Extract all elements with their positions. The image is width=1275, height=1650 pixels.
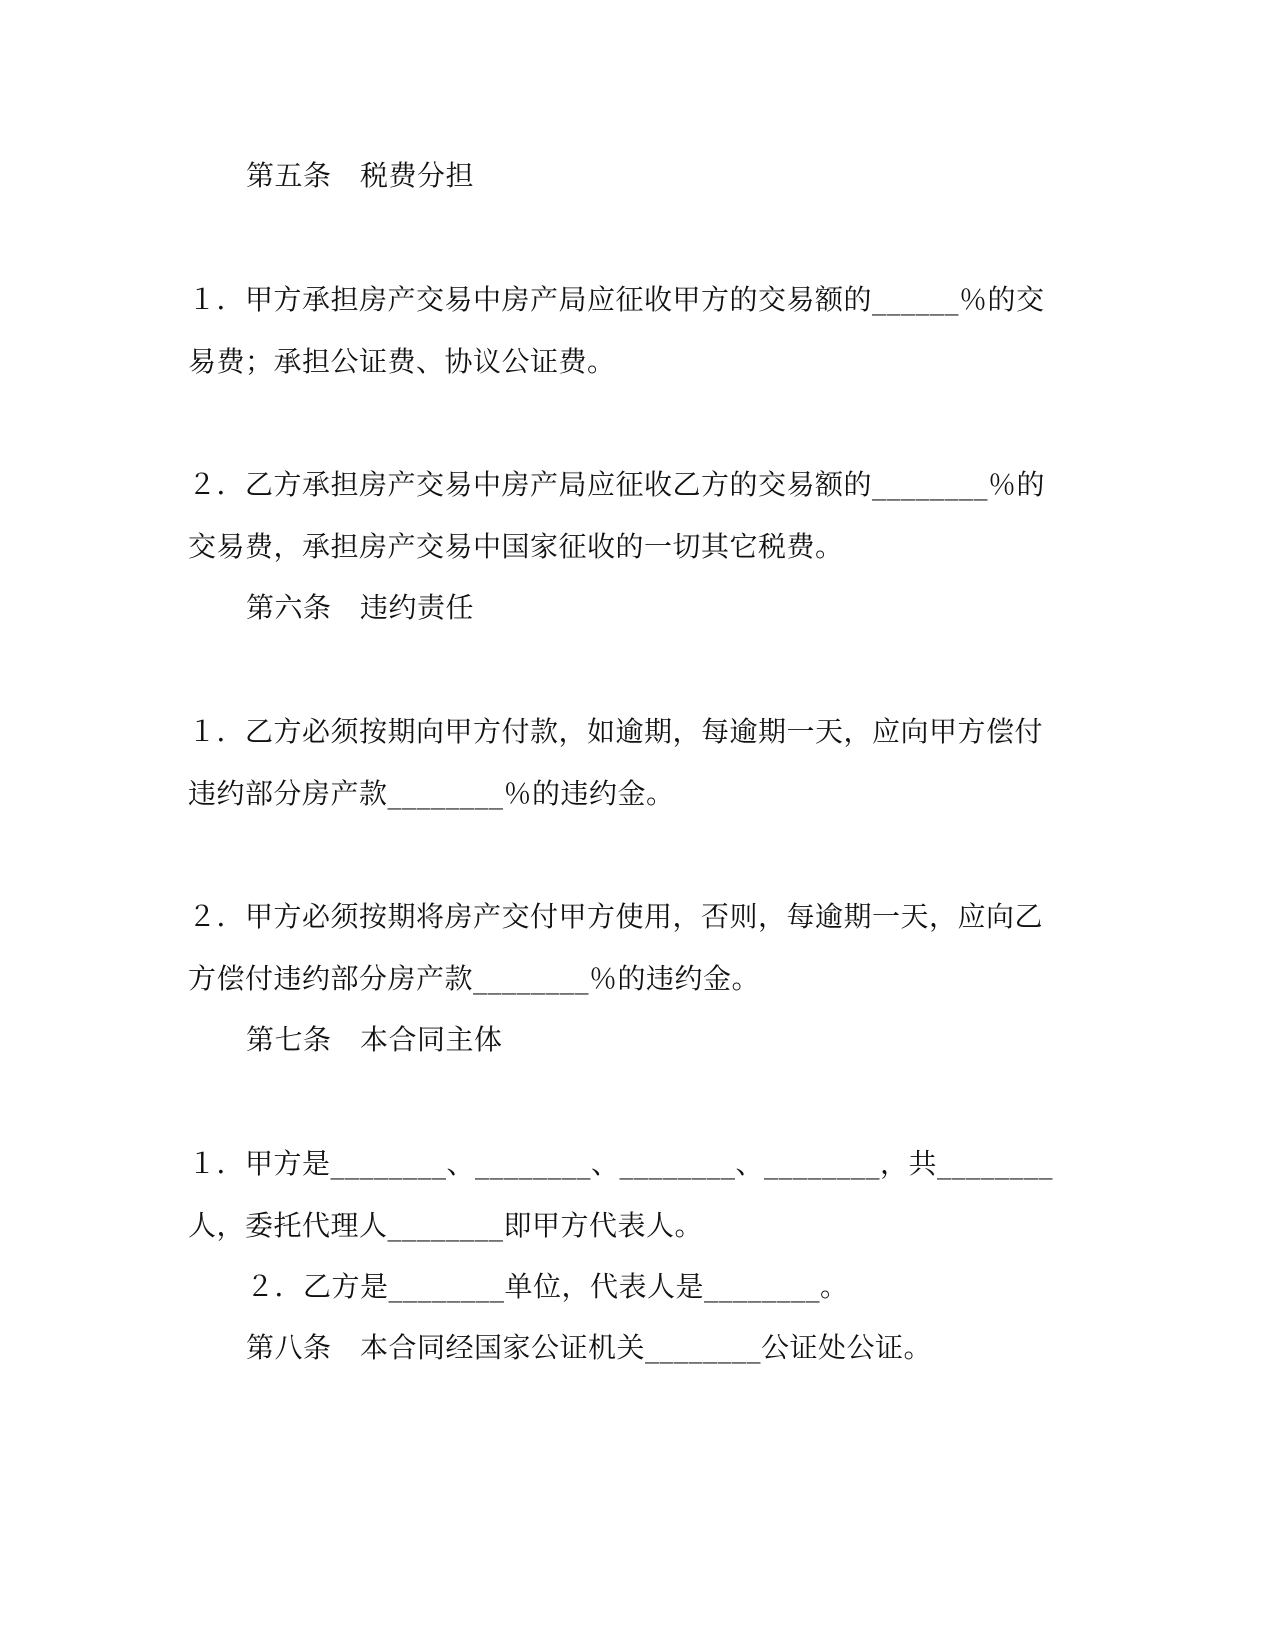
article-6-clause-1-line-1: １．乙方必须按期向甲方付款，如逾期，每逾期一天，应向甲方偿付 bbox=[188, 715, 1044, 748]
article-6-heading: 第六条 违约责任 bbox=[246, 591, 475, 624]
article-6-clause-2-line-1: ２．甲方必须按期将房产交付甲方使用，否则，每逾期一天，应向乙 bbox=[188, 900, 1044, 933]
article-6-clause-1-line-2: 违约部分房产款________％的违约金。 bbox=[188, 777, 675, 810]
article-8-text: 第八条 本合同经国家公证机关________公证处公证。 bbox=[246, 1331, 933, 1364]
article-7-clause-2: ２．乙方是________单位，代表人是________。 bbox=[246, 1270, 849, 1303]
article-5-clause-1-line-2: 易费；承担公证费、协议公证费。 bbox=[188, 345, 616, 378]
article-5-clause-2-line-2: 交易费，承担房产交易中国家征收的一切其它税费。 bbox=[188, 530, 844, 563]
article-6-clause-2-line-2: 方偿付违约部分房产款________％的违约金。 bbox=[188, 962, 761, 995]
article-5-clause-1-line-1: １．甲方承担房产交易中房产局应征收甲方的交易额的______％的交 bbox=[188, 283, 1045, 316]
article-7-clause-1-line-2: 人，委托代理人________即甲方代表人。 bbox=[188, 1209, 704, 1242]
article-5-clause-2-line-1: ２．乙方承担房产交易中房产局应征收乙方的交易额的________％的 bbox=[188, 468, 1046, 501]
article-7-clause-1-line-1: １．甲方是________、________、________、________，共________ bbox=[188, 1147, 1054, 1180]
article-7-heading: 第七条 本合同主体 bbox=[246, 1023, 503, 1056]
article-5-heading: 第五条 税费分担 bbox=[246, 159, 475, 192]
